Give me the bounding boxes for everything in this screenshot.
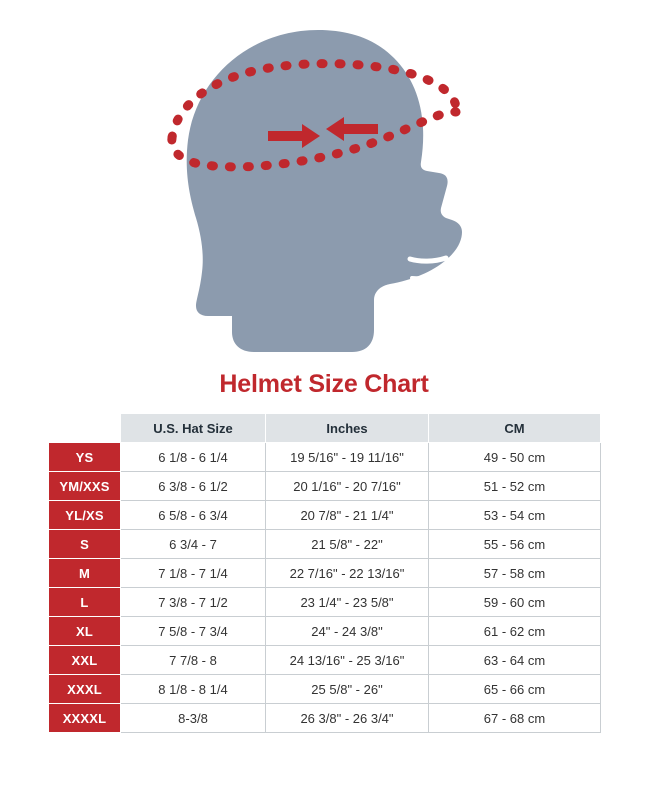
table-row [49, 646, 601, 675]
hat-size-value: 6 3/4 - 7 [121, 530, 266, 559]
cm-value: 55 - 56 cm [429, 530, 601, 559]
inches-value: 20 7/8" - 21 1/4" [266, 501, 429, 530]
table-row [49, 501, 601, 530]
hat-size-value: 6 1/8 - 6 1/4 [121, 443, 266, 472]
size-label: YL/XS [49, 501, 121, 530]
size-label: L [49, 588, 121, 617]
size-label: YS [49, 443, 121, 472]
table-header-row [49, 414, 601, 443]
table-row [49, 617, 601, 646]
cm-value: 59 - 60 cm [429, 588, 601, 617]
size-label: YM/XXS [49, 472, 121, 501]
head-diagram-svg [0, 0, 648, 370]
table-row [49, 443, 601, 472]
cm-value: 61 - 62 cm [429, 617, 601, 646]
inches-value: 20 1/16" - 20 7/16" [266, 472, 429, 501]
cm-value: 51 - 52 cm [429, 472, 601, 501]
hat-size-value: 7 3/8 - 7 1/2 [121, 588, 266, 617]
size-label: XXXL [49, 675, 121, 704]
hat-size-value: 8 1/8 - 8 1/4 [121, 675, 266, 704]
inches-value: 23 1/4" - 23 5/8" [266, 588, 429, 617]
cm-value: 65 - 66 cm [429, 675, 601, 704]
column-header-cm: CM [429, 414, 601, 443]
inches-value: 24 13/16" - 25 3/16" [266, 646, 429, 675]
hat-size-value: 6 3/8 - 6 1/2 [121, 472, 266, 501]
hat-size-value: 7 1/8 - 7 1/4 [121, 559, 266, 588]
head-measurement-illustration [0, 0, 648, 370]
helmet-size-table [48, 413, 601, 733]
column-header-inches: Inches [266, 414, 429, 443]
table-row [49, 530, 601, 559]
inches-value: 26 3/8" - 26 3/4" [266, 704, 429, 733]
cm-value: 49 - 50 cm [429, 443, 601, 472]
hat-size-value: 6 5/8 - 6 3/4 [121, 501, 266, 530]
cm-value: 63 - 64 cm [429, 646, 601, 675]
size-label: XL [49, 617, 121, 646]
table-row [49, 588, 601, 617]
page-title: Helmet Size Chart [219, 370, 429, 398]
size-label: S [49, 530, 121, 559]
size-label: M [49, 559, 121, 588]
table-row [49, 472, 601, 501]
table-row [49, 704, 601, 733]
cm-value: 53 - 54 cm [429, 501, 601, 530]
column-header-us-hat-size: U.S. Hat Size [121, 414, 266, 443]
inches-value: 22 7/16" - 22 13/16" [266, 559, 429, 588]
inches-value: 24" - 24 3/8" [266, 617, 429, 646]
size-label: XXXXL [49, 704, 121, 733]
inches-value: 19 5/16" - 19 11/16" [266, 443, 429, 472]
cm-value: 57 - 58 cm [429, 559, 601, 588]
inches-value: 21 5/8" - 22" [266, 530, 429, 559]
hat-size-value: 8-3/8 [121, 704, 266, 733]
column-header-size [49, 414, 121, 443]
hat-size-value: 7 5/8 - 7 3/4 [121, 617, 266, 646]
cm-value: 67 - 68 cm [429, 704, 601, 733]
size-label: XXL [49, 646, 121, 675]
table-row [49, 559, 601, 588]
inches-value: 25 5/8" - 26" [266, 675, 429, 704]
size-table-container [0, 413, 648, 733]
hat-size-value: 7 7/8 - 8 [121, 646, 266, 675]
table-row [49, 675, 601, 704]
